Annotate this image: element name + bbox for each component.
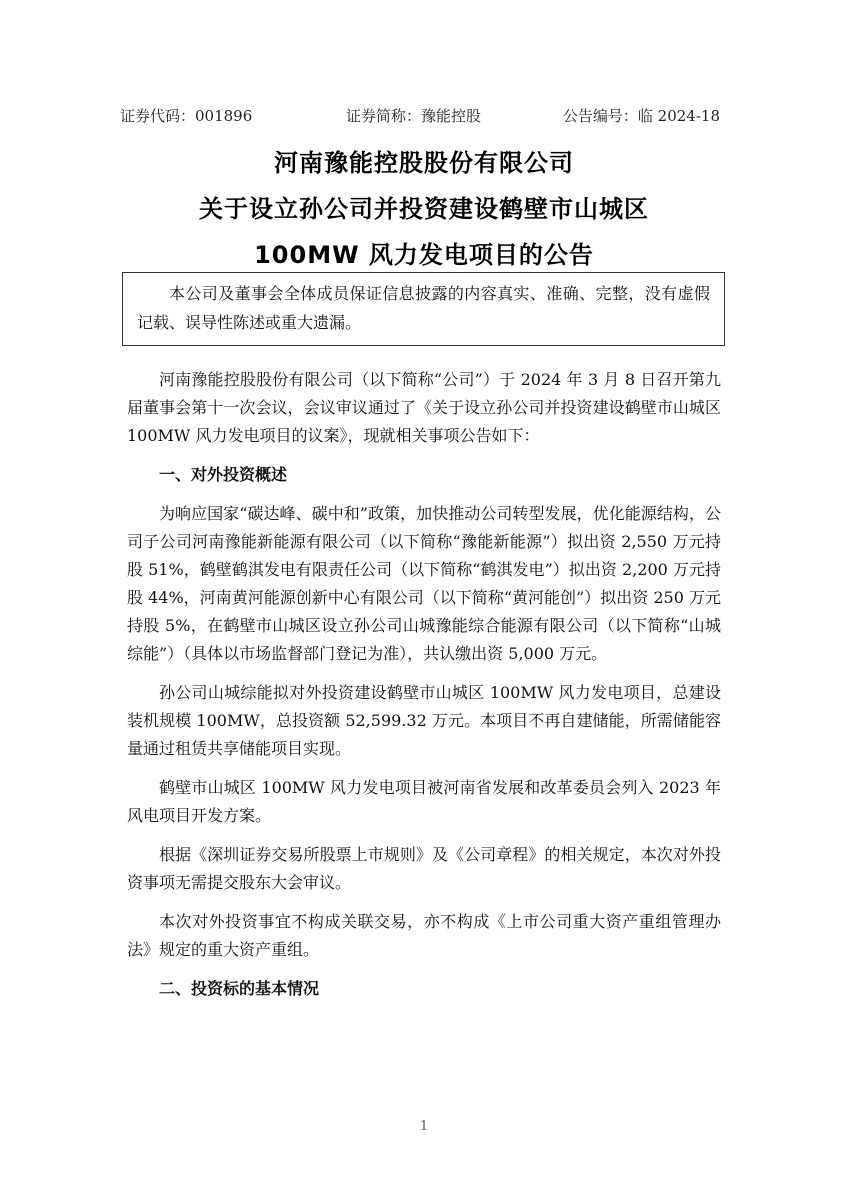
paragraph-investment-structure: 为响应国家“碳达峰、碳中和”政策，加快推动公司转型发展，优化能源结构，公司子公司河南豫能新能源有限公司（以下简称“豫能新能源”）拟出资 2,550 万元持股 51%，鹤壁鹤淇发电有限责任公司（以下简称“鹤淇发电”）拟出资 2,200 万元持股 44%，河南黄河能源创新中心有限公司（以下简称“黄河能创”）拟出资 250 万元持股 5%，在鹤壁市山城区设立孙公司山城豫能综合能源有限公司（以下简称“山城综能”）（具体以市场监督部门登记为准），共认缴出资 5,000 万元。 bbox=[127, 504, 721, 663]
paragraph-related-transaction: 本次对外投资事宜不构成关联交易，亦不构成《上市公司重大资产重组管理办法》规定的重大资产重组。 bbox=[127, 912, 721, 959]
page-number: 1 bbox=[419, 1119, 429, 1134]
section-heading-investment-target: 二、投资标的基本情况 bbox=[159, 979, 320, 998]
section-heading-investment-overview: 一、对外投资概述 bbox=[159, 465, 288, 484]
stock-code: 证券代码：001896 bbox=[120, 107, 253, 125]
intro-paragraph: 河南豫能控股股份有限公司（以下简称“公司”）于 2024 年 3 月 8 日召开第九届董事会第十一次会议，会议审议通过了《关于设立孙公司并投资建设鹤壁市山城区 100MW 风力发电项目的议案》，现就相关事项公告如下： bbox=[127, 370, 721, 445]
title-line-company: 河南豫能控股股份有限公司 bbox=[274, 149, 574, 177]
paragraph-project-scale: 孙公司山城综能拟对外投资建设鹤壁市山城区 100MW 风力发电项目，总建设装机规模 100MW，总投资额 52,599.32 万元。本项目不再自建储能，所需储能容量通过租赁共享储能项目实现。 bbox=[127, 683, 721, 758]
paragraph-approval-rules: 根据《深圳证券交易所股票上市规则》及《公司章程》的相关规定，本次对外投资事项无需提交股东大会审议。 bbox=[127, 845, 721, 892]
title-line-subject: 关于设立孙公司并投资建设鹤壁市山城区 bbox=[199, 195, 649, 223]
title-line-project: 100MW 风力发电项目的公告 bbox=[254, 241, 594, 269]
announcement-body bbox=[127, 366, 721, 1014]
announcement-number: 公告编号：临 2024-18 bbox=[562, 107, 720, 125]
paragraph-development-plan: 鹤壁市山城区 100MW 风力发电项目被河南省发展和改革委员会列入 2023 年风电项目开发方案。 bbox=[127, 778, 721, 825]
board-guarantee-notice: 本公司及董事会全体成员保证信息披露的内容真实、准确、完整，没有虚假记载、误导性陈述或重大遗漏。 bbox=[122, 272, 725, 346]
stock-abbreviation: 证券简称：豫能控股 bbox=[346, 107, 482, 125]
